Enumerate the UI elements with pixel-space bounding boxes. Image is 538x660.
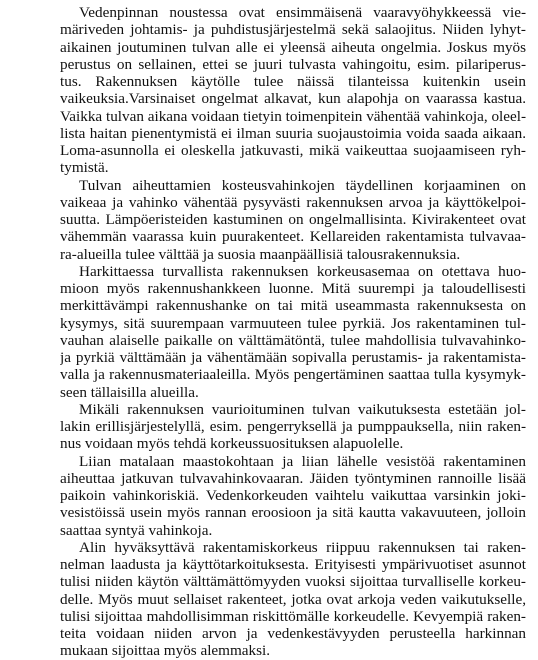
text-line: ra-alueilla tulee välttää ja suosia maanpäällisiä talousrakennuksia. (60, 245, 461, 263)
text-line: vesistöissä usein myös rannan eroosioon ja sitä kautta vakavuuteen, jolloin (60, 504, 526, 522)
text-line: delle. Myös muut sellaiset rakenteet, jotka ovat arkoja veden vaikutukselle, (60, 590, 526, 608)
text-line: tymistä. (60, 159, 109, 177)
text-line: kysymys, sitä suurempaan varmuuteen tulee pyrkiä. Jos rakentaminen tul- (60, 314, 526, 332)
text-line: aiheuttaa jatkuvan tulvavahinkovaaran. Jäiden työntyminen rannoille lisää (60, 469, 526, 487)
paragraph-5 (60, 453, 526, 539)
text-line: valla ja rakennusmateriaaleilla. Myös pengertäminen saattaa tulla kysymyk- (60, 366, 526, 384)
paragraph-6 (60, 539, 526, 660)
text-line: Alin hyväksyttävä rakentamiskorkeus riippuu rakennuksen tai raken- (79, 538, 526, 556)
text-line: ja pyrkiä välttämään ja vähentämään sopivalla perustamis- ja rakentamista- (60, 349, 526, 366)
text-line: aikainen joutuminen tulvan alle ei yleensä aiheuta ongelmia. Joskus myös (60, 38, 526, 56)
text-line: paikoin vahinkoriskiä. Vedenkorkeuden vaihtelu vaikuttaa varsinkin joki- (60, 487, 526, 504)
text-line: saattaa syntyä vahinkoja. (60, 521, 213, 539)
text-line: Loma-asunnolla ei oleskella jatkuvasti, mikä vaikeuttaa suojaamiseen ryh- (60, 142, 526, 159)
paragraph-4 (60, 401, 526, 453)
text-line: tus. Rakennuksen käytölle tulee näissä tilanteissa kuitenkin usein (60, 73, 526, 90)
text-line: vähemmän vaarassa kuin puurakenteet. Kellareiden rakentamista tulvavaa- (60, 228, 526, 246)
text-line: Liian matalaan maastokohtaan ja liian lähelle vesistöä rakentaminen (79, 452, 526, 470)
text-line: nus voidaan myös tehdä korkeussuosituksen alapuolelle. (60, 435, 404, 453)
text-line: teita voidaan niiden arvon ja vedenkestävyyden perusteella harkinnan (60, 625, 526, 642)
text-line: märiveden johtamis- ja puhdistusjärjestelmä sekä salaojitus. Niiden lyhyt- (60, 21, 526, 39)
text-line: tulisi sijoittaa mahdollisimman riskittömälle korkeudelle. Kevyempiä raken- (60, 607, 526, 625)
text-line: merkittävämpi rakennushanke on tai mitä useammasta rakennuksesta on (60, 297, 526, 315)
text-line: suutta. Lämpöeristeiden kastuminen on ongelmallisinta. Kivirakenteet ovat (60, 211, 526, 228)
text-line: nelman laadusta ja käyttötarkoituksesta. Erityisesti ympärivuotiset asunnot (60, 556, 526, 573)
paragraph-3 (60, 263, 526, 401)
text-line: vaikeuksia.Varsinaiset ongelmat alkavat, kun alapohja on vaarassa kastua. (60, 90, 526, 108)
text-line: Tulvan aiheuttamien kosteusvahinkojen täydellinen korjaaminen on (79, 176, 526, 194)
text-line: vauhan alaiselle paikalle on välttämätöntä, tulee mahdollisia tulvavahinko- (60, 331, 526, 349)
text-line: Vedenpinnan noustessa ovat ensimmäisenä vaaravyöhykkeessä vie- (79, 4, 526, 21)
text-line: Mikäli rakennuksen vaurioituminen tulvan vaikutuksesta estetään jol- (79, 400, 526, 418)
paragraph-2 (60, 177, 526, 263)
text-line: Vaikka tulvan aikana voidaan tietyin toimenpitein vähentää vahinkoja, oleel- (60, 107, 526, 125)
text-line: lista haitan pienentymistä ei ilman suuria suojaustoimia voida saada aikaan. (60, 124, 526, 142)
text-line: seen tällaisilla alueilla. (60, 383, 199, 401)
document-page (60, 4, 526, 660)
text-line: mioon myös rakennushankkeen luonne. Mitä suurempi ja taloudellisesti (60, 280, 526, 297)
text-line: Harkittaessa turvallista rakennuksen korkeusasemaa on otettava huo- (79, 262, 526, 280)
text-line: perustus on sellainen, ettei se juuri tulvasta vahingoitu, esim. pilariperus- (60, 55, 526, 73)
text-line: vaikeaa ja vahinko vähentää pysyvästi rakennuksen arvoa ja käyttökelpoi- (60, 193, 526, 211)
text-line: lakin erillisjärjestelyllä, esim. pengerryksellä ja pumppauksella, niin raken- (60, 418, 526, 435)
text-line: tulisi niiden käytön välttämättömyyden vuoksi sijoittaa turvalliselle korkeu- (60, 573, 526, 591)
text-line: mukaan sijoittaa myös alemmaksi. (60, 642, 271, 660)
paragraph-1 (60, 4, 526, 177)
